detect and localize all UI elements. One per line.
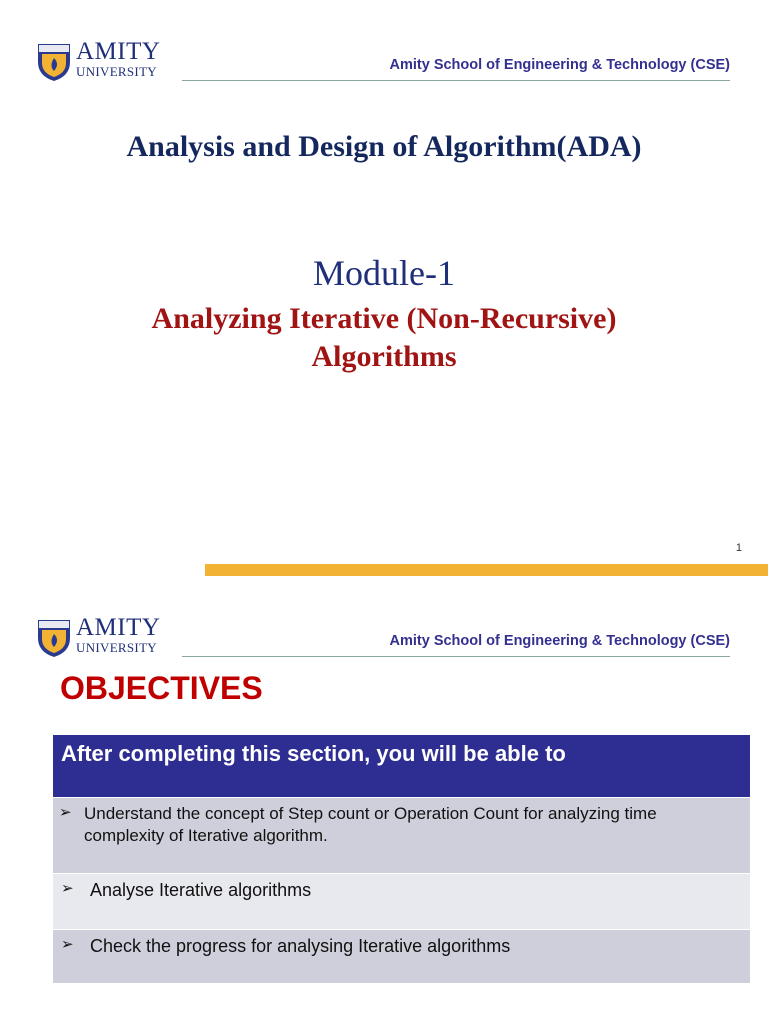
header-divider	[182, 656, 730, 657]
school-name: Amity School of Engineering & Technology (CSE)	[389, 633, 730, 649]
slide-gap	[0, 576, 768, 600]
page-number: 1	[735, 542, 742, 554]
objective-3: Check the progress for analysing Iterative algorithms	[90, 936, 511, 956]
objectives-table	[53, 735, 750, 983]
objective-1-line-1: Understand the concept of Step count or Operation Count for analyzing time	[84, 804, 657, 823]
objective-1-line-2: complexity of Iterative algorithm.	[84, 826, 328, 845]
school-name: Amity School of Engineering & Technology (CSE)	[389, 57, 730, 73]
amity-logo	[36, 40, 176, 84]
amity-logo	[36, 616, 176, 660]
arrow-bullet-icon: ➢	[61, 880, 74, 897]
arrow-bullet-icon: ➢	[59, 804, 72, 821]
logo-brand-sub: UNIVERSITY	[76, 640, 157, 655]
subtitle-line-1: Analyzing Iterative (Non-Recursive)	[151, 302, 617, 335]
arrow-bullet-icon: ➢	[61, 936, 74, 953]
logo-brand: AMITY	[76, 38, 161, 65]
table-header: After completing this section, you will be able to	[53, 735, 750, 797]
slide-2	[0, 600, 768, 1024]
table-row	[53, 797, 750, 873]
course-title: Analysis and Design of Algorithm(ADA)	[126, 130, 642, 163]
module-subtitle	[0, 300, 768, 376]
objectives-heading: OBJECTIVES	[60, 670, 263, 706]
header-divider	[182, 80, 730, 81]
objective-2: Analyse Iterative algorithms	[90, 880, 312, 900]
amity-shield-icon	[36, 616, 72, 658]
logo-brand-sub: UNIVERSITY	[76, 64, 157, 79]
table-row	[53, 873, 750, 929]
amity-shield-icon	[36, 40, 72, 82]
module-title: Module-1	[313, 253, 455, 293]
footer-accent-bar	[205, 564, 768, 576]
table-row	[53, 929, 750, 983]
subtitle-line-2: Algorithms	[311, 340, 457, 373]
logo-brand: AMITY	[76, 614, 161, 641]
